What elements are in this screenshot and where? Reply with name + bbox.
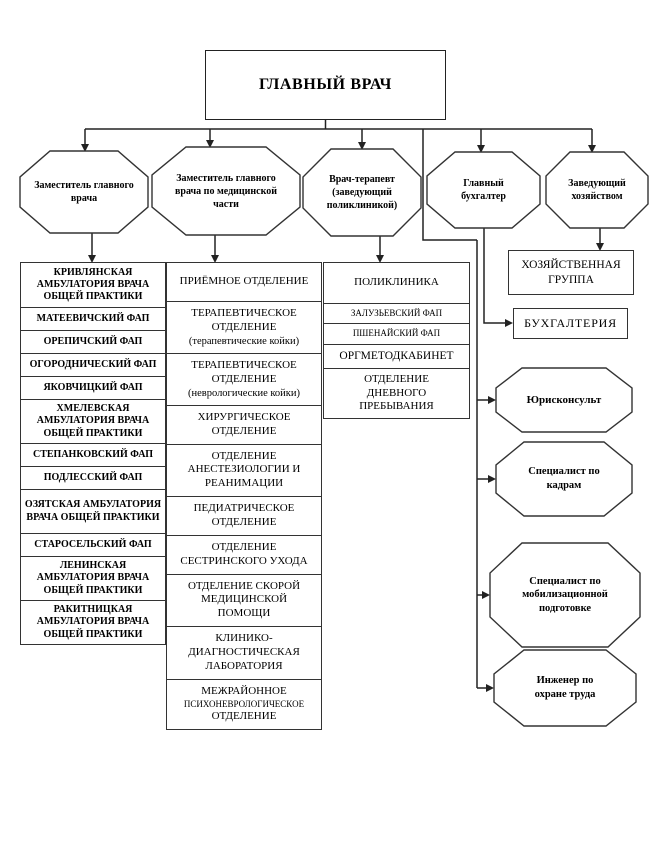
fap-row: ПШЕНАЙСКИЙ ФАП [324,323,469,343]
deputy-medical-label: Заместитель главного врача по медицинской части [174,172,278,210]
polyclinic-column [323,262,470,419]
ambulatory-row: ХМЕЛЕВСКАЯ АМБУЛАТОРИЯ ВРАЧА ОБЩЕЙ ПРАКТИКИ [21,399,165,443]
department-row: ПЕДИАТРИЧЕСКОЕ ОТДЕЛЕНИЕ [167,496,321,535]
fap-row: ОГОРОДНИЧЕСКИЙ ФАП [21,353,165,376]
department-row: ТЕРАПЕВТИЧЕСКОЕ ОТДЕЛЕНИЕ (неврологические койки) [167,353,321,405]
ambulatory-column [20,262,166,645]
deputy-chief-label: Заместитель главного врача [34,180,134,204]
fap-row: СТАРОСЕЛЬСКИЙ ФАП [21,533,165,556]
labor-safety-engineer-node [494,650,636,726]
departments-column [166,262,322,730]
fap-row: МАТЕЕВИЧСКИЙ ФАП [21,307,165,330]
ambulatory-row: ЛЕНИНСКАЯ АМБУЛАТОРИЯ ВРАЧА ОБЩЕЙ ПРАКТИКИ [21,556,165,600]
accounting-node [513,308,628,339]
department-row: ПРИЁМНОЕ ОТДЕЛЕНИЕ [179,275,309,288]
household-group-label: ХОЗЯЙСТВЕННАЯ ГРУППА [521,258,621,286]
department-row: ОТДЕЛЕНИЕ СЕСТРИНСКОГО УХОДА [167,535,321,574]
department-row: ТЕРАПЕВТИЧЕСКОЕ ОТДЕЛЕНИЕ (терапевтические койки) [167,301,321,353]
chief-accountant-label: Главный бухгалтер [461,178,506,202]
chief-accountant-node [427,152,540,228]
fap-row: ЗАЛУЗЬЕВСКИЙ ФАП [324,303,469,323]
facility-manager-node [546,152,648,228]
therapist-node [303,149,421,236]
department-row: ОТДЕЛЕНИЕ АНЕСТЕЗИОЛОГИИ И РЕАНИМАЦИИ [167,444,321,497]
orgmethod-row: ОРГМЕТОДКАБИНЕТ [324,344,469,368]
ambulatory-row: ОЗЯТСКАЯ АМБУЛАТОРИЯ ВРАЧА ОБЩЕЙ ПРАКТИКИ [21,489,165,533]
department-row: ОТДЕЛЕНИЕ СКОРОЙ МЕДИЦИНСКОЙ ПОМОЩИ [167,574,321,627]
department-row: ХИРУРГИЧЕСКОЕ ОТДЕЛЕНИЕ [167,405,321,444]
fap-row: ЯКОВЧИЦКИЙ ФАП [21,376,165,399]
ambulatory-row: РАКИТНИЦКАЯ АМБУЛАТОРИЯ ВРАЧА ОБЩЕЙ ПРАКТИКИ [21,600,165,644]
department-row: МЕЖРАЙОННОЕ ПСИХОНЕВРОЛОГИЧЕСКОЕ ОТДЕЛЕНИЕ [167,679,321,729]
mobilization-specialist-label: Специалист по мобилизационной подготовке [522,575,608,614]
hr-specialist-label: Специалист по кадрам [528,466,600,491]
chief-physician-label: ГЛАВНЫЙ ВРАЧ [259,76,392,93]
legal-adviser-node [496,368,632,432]
legal-adviser-label: Юрисконсульт [526,393,602,406]
household-group-node [508,250,634,295]
deputy-medical-node [152,147,300,235]
labor-safety-engineer-label: Инженер по охране труда [534,675,596,700]
ambulatory-row: КРИВЛЯНСКАЯ АМБУЛАТОРИЯ ВРАЧА ОБЩЕЙ ПРАКТИКИ [36,266,150,303]
hr-specialist-node [496,442,632,516]
fap-row: СТЕПАНКОВСКИЙ ФАП [21,443,165,466]
mobilization-specialist-node [490,543,640,647]
therapist-label: Врач-терапевт (заведующий поликлиникой) [326,174,398,211]
deputy-chief-node [20,151,148,233]
department-row: КЛИНИКО-ДИАГНОСТИЧЕСКАЯ ЛАБОРАТОРИЯ [167,626,321,679]
accounting-label: БУХГАЛТЕРИЯ [524,316,617,330]
polyclinic-row: ПОЛИКЛИНИКА [354,276,439,289]
day-stay-row: ОТДЕЛЕНИЕ ДНЕВНОГО ПРЕБЫВАНИЯ [324,368,469,419]
facility-manager-label: Заведующий хозяйством [568,178,626,202]
fap-row: ПОДЛЕССКИЙ ФАП [21,466,165,489]
fap-row: ОРЕПИЧСКИЙ ФАП [21,330,165,353]
chief-physician-node [205,50,446,120]
